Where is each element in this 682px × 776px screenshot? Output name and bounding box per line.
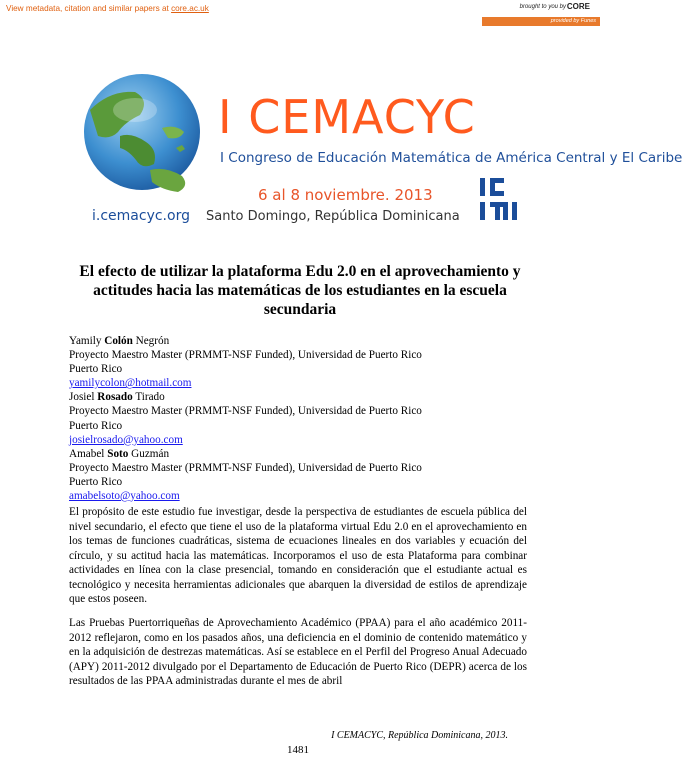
author-place: Puerto Rico: [69, 419, 123, 432]
brought-by-label: brought to you by: [519, 4, 566, 10]
cemacyc-logo-title: I CEMACYC: [218, 90, 476, 144]
globe-logo-icon: [80, 70, 220, 210]
conference-footer-note: I CEMACYC, República Dominicana, 2013.: [331, 730, 508, 741]
congress-dates: 6 al 8 noviembre. 2013: [258, 186, 433, 204]
author-place: Puerto Rico: [69, 475, 123, 488]
provided-by-bar: provided by Funes: [482, 17, 600, 26]
core-metadata-link[interactable]: View metadata, citation and similar papers at core.ac.uk: [6, 4, 209, 13]
author-email-link[interactable]: amabelsoto@yahoo.com: [69, 490, 180, 503]
author-affiliation: Proyecto Maestro Master (PRMMT-NSF Funded), Universidad de Puerto Rico: [69, 461, 422, 474]
author-name: Amabel Soto Guzmán: [69, 447, 170, 460]
congress-website: i.cemacyc.org: [92, 208, 190, 224]
intro-paragraph: Las Pruebas Puertorriqueñas de Aprovechamiento Académico (PPAA) para el año académico 2011-2012 reflejaron, como en los pasados años, una deficiencia en el dominio de contenido matemático y en la adquisición de destrezas matemáticas. Así se establece en el Perfil del Progreso Anual Adecuado (APY) 2011-2012 divulgado por el Departamento de Educación de Puerto Rico (DEPR) acerca de los resultados de las PPAA administradas durante el mes de abril: [69, 617, 527, 687]
author-email-link[interactable]: yamilycolon@hotmail.com: [69, 377, 192, 390]
author-place: Puerto Rico: [69, 363, 123, 376]
icmi-logo-icon: [478, 176, 520, 222]
congress-name: I Congreso de Educación Matemática de América Central y El Caribe: [220, 150, 682, 166]
core-logo[interactable]: CORE: [566, 2, 590, 11]
conference-banner: [80, 70, 682, 230]
author-affiliation: Proyecto Maestro Master (PRMMT-NSF Funded), Universidad de Puerto Rico: [69, 349, 422, 362]
core-header: [0, 0, 600, 26]
author-affiliation: Proyecto Maestro Master (PRMMT-NSF Funded), Universidad de Puerto Rico: [69, 405, 422, 418]
author-name: Josiel Rosado Tirado: [69, 391, 165, 404]
congress-location: Santo Domingo, República Dominicana: [206, 209, 460, 224]
page-number: 1481: [287, 744, 309, 756]
author-name: Yamily Colón Negrón: [69, 335, 170, 347]
abstract-paragraph: El propósito de este estudio fue investigar, desde la perspectiva de estudiantes de escuela pública del nivel secundario, el efecto que tiene el uso de la plataforma virtual Edu 2.0 en el aprovechamiento en los temas de funciones cuadráticas, sistema de ecuaciones lineales en dos variables y ecuación del círculo, y su actitud hacia las matemáticas. Incorporamos el uso de esta Plataforma para combinar actividades en línea con la clase presencial, tomando en consideración que el estudiante actual es tecnológico y necesita herramientas adicionales que abarquen la diversidad de estilos de aprendizaje que estos poseen.: [69, 506, 527, 605]
author-email-link[interactable]: josielrosado@yahoo.com: [69, 433, 183, 446]
author-block: [69, 334, 422, 503]
paper-title: El efecto de utilizar la plataforma Edu 2.0 en el aprovechamiento y actitudes hacia las matemáticas de los estudiantes en la escuela secundaria: [79, 263, 521, 318]
